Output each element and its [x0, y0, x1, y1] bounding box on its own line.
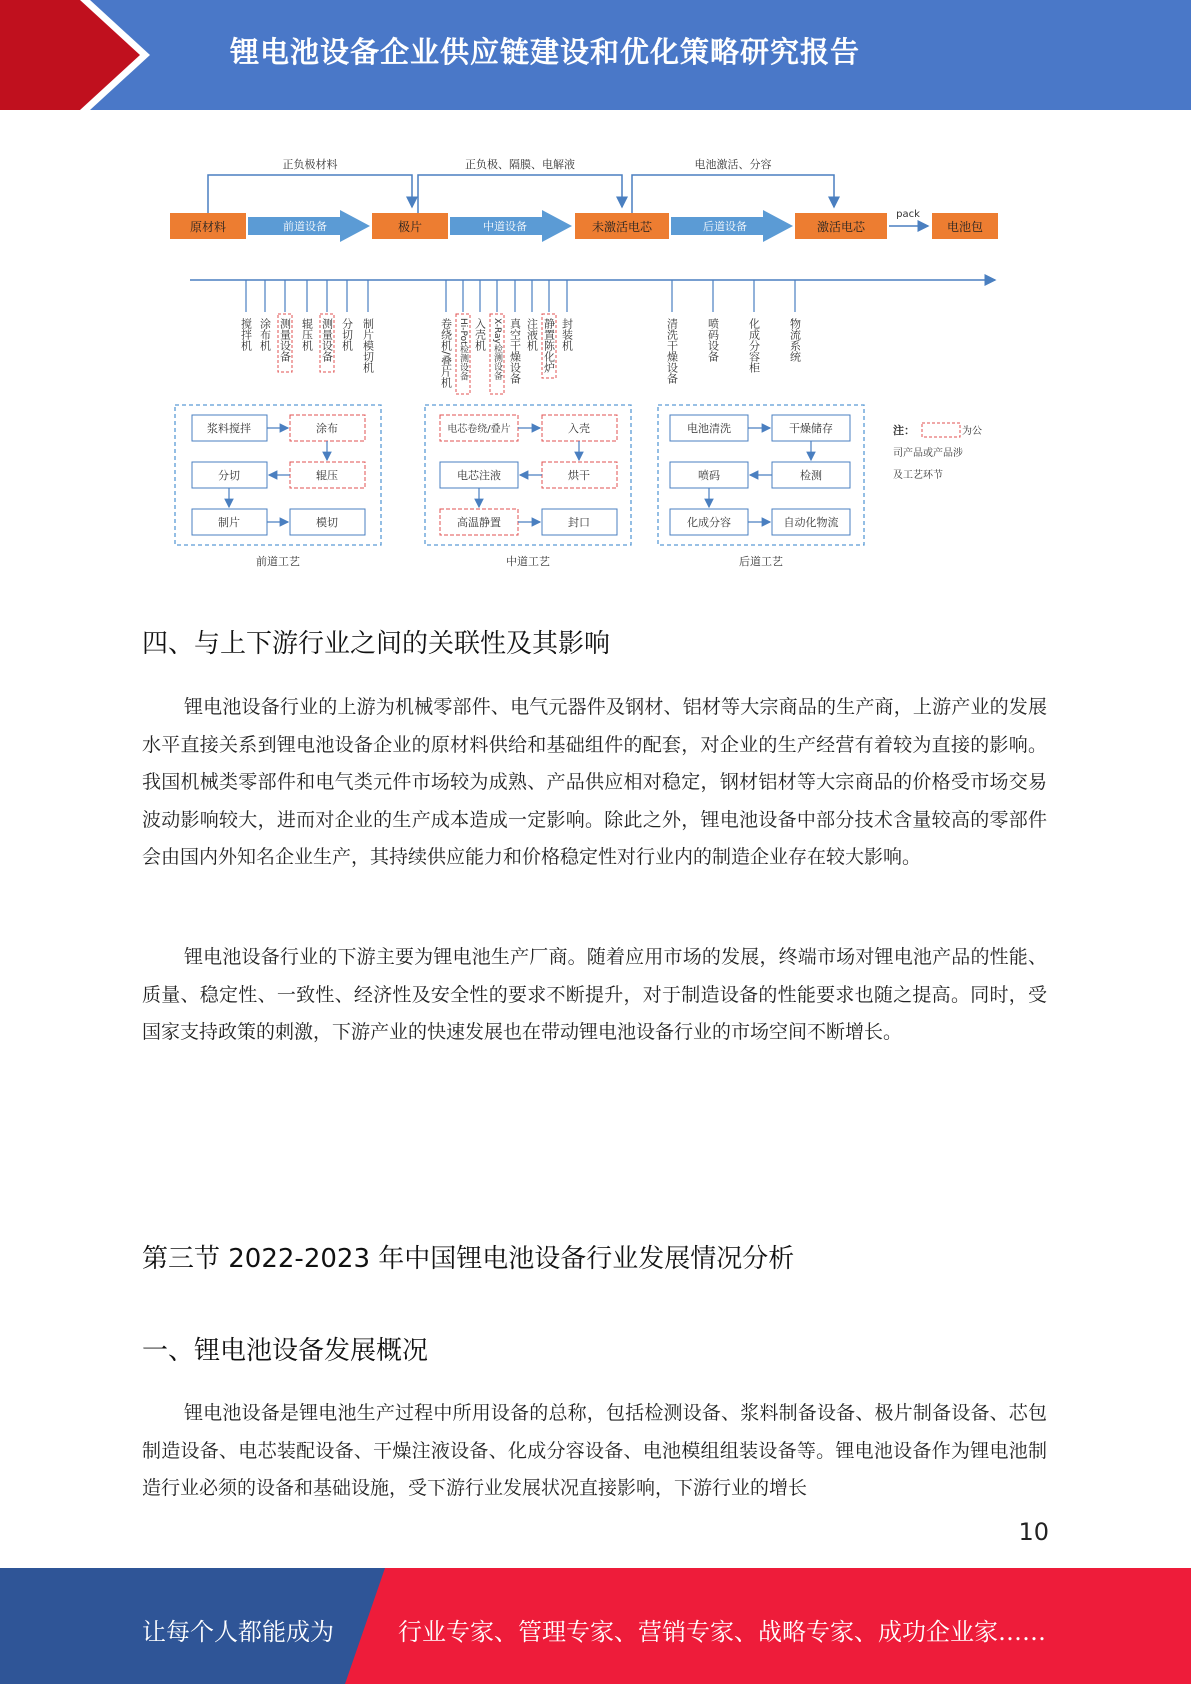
section-subheading-overview: 一、锂电池设备发展概况	[142, 1336, 429, 1366]
box-raw-material: 原材料	[189, 220, 227, 234]
front-step-4: 辊压	[316, 469, 338, 482]
equip-17: 喷码设备	[706, 318, 720, 362]
equip-13: 注液机	[525, 318, 539, 351]
box-battery-pack: 电池包	[946, 220, 984, 234]
equip-15: 封装机	[560, 318, 574, 351]
back-step-6: 自动化物流	[783, 516, 839, 529]
back-step-1: 电池清洗	[687, 422, 731, 435]
equip-14: 静置陈化炉	[542, 318, 556, 373]
mid-step-4: 烘干	[568, 469, 590, 482]
equip-2: 涂布机	[258, 318, 272, 351]
page-number: 10	[1018, 1518, 1049, 1546]
top-label-2: 正负极、隔膜、电解液	[465, 158, 575, 171]
equip-4: 辊压机	[300, 318, 314, 351]
equip-1: 搅拌机	[239, 318, 253, 351]
paragraph-overview: 锂电池设备是锂电池生产过程中所用设备的总称，包括检测设备、浆料制备设备、极片制备设备、芯包制造设备、电芯装配设备、干燥注液设备、化成分容设备、电池模组组装设备等。锂电池设备作为锂电池制造行业必须的设备和基础设施，受下游行业发展状况直接影响，下游行业的增长	[142, 1402, 1047, 1499]
page-header	[0, 0, 1191, 110]
mid-step-2: 入壳	[568, 422, 590, 435]
mid-step-6: 封口	[568, 516, 590, 529]
note-text-2: 司产品或产品涉	[893, 448, 963, 459]
top-label-3: 电池激活、分容	[694, 158, 772, 171]
equip-16: 清洗干燥设备	[665, 318, 679, 384]
front-label: 前道工艺	[256, 555, 300, 568]
front-step-6: 模切	[316, 516, 338, 529]
arrow-front: 前道设备	[283, 220, 327, 233]
equip-6: 分切机	[340, 318, 354, 351]
paragraph-upstream: 锂电池设备行业的上游为机械零部件、电气元器件及钢材、铝材等大宗商品的生产商，上游产业的发展水平直接关系到锂电池设备企业的原材料供给和基础组件的配套，对企业的生产经营有着较为直接的影响。我国机械类零部件和电气类元件市场较为成熟、产品供应相对稳定，钢材铝材等大宗商品的价格受市场交易波动影响较大，进而对企业的生产成本造成一定影响。除此之外，锂电池设备中部分技术含量较高的零部件会由国内外知名企业生产，其持续供应能力和价格稳定性对行业内的制造企业存在较大影响。	[142, 696, 1047, 868]
pack-label: pack	[896, 209, 920, 220]
section-heading-chapter: 第三节 2022-2023 年中国锂电池设备行业发展情况分析	[142, 1244, 795, 1274]
mid-step-5: 高温静置	[457, 516, 501, 529]
note-label: 注：	[893, 424, 915, 437]
front-step-5: 制片	[218, 516, 240, 529]
middle-label: 中道工艺	[506, 555, 550, 568]
equip-3: 测量设备	[278, 318, 292, 362]
equip-10: 入壳机	[473, 318, 487, 351]
box-inactive-cell: 未激活电芯	[591, 220, 653, 234]
equip-19: 物流系统	[788, 318, 802, 362]
note-text-1: 为公	[962, 426, 982, 437]
equip-9: Hi-Pot检测设备	[458, 318, 468, 381]
footer-slogan-left: 让每个人都能成为	[142, 1618, 334, 1646]
front-step-1: 浆料搅拌	[207, 422, 251, 435]
back-step-3: 喷码	[698, 469, 720, 482]
back-step-5: 化成分容	[687, 516, 731, 529]
arrow-middle: 中道设备	[483, 220, 527, 233]
equip-7: 制片模切机	[361, 318, 375, 373]
front-step-2: 涂布	[316, 422, 338, 435]
box-electrode: 极片	[397, 220, 423, 234]
equip-12: 真空干燥设备	[508, 318, 522, 384]
section-heading-upstream: 四、与上下游行业之间的关联性及其影响	[142, 629, 611, 659]
front-step-3: 分切	[218, 469, 240, 482]
equip-8: 卷绕机/叠片机	[439, 318, 453, 388]
back-step-4: 检测	[800, 469, 822, 482]
equip-11: X-Ray检测设备	[492, 318, 502, 380]
process-flow-diagram	[150, 140, 1040, 580]
arrow-back: 后道设备	[703, 220, 747, 233]
equip-18: 化成分容柜	[747, 318, 761, 373]
report-title: 锂电池设备企业供应链建设和优化策略研究报告	[230, 35, 861, 69]
footer-slogan-right: 行业专家、管理专家、营销专家、战略专家、成功企业家……	[398, 1618, 1046, 1646]
box-active-cell: 激活电芯	[816, 220, 866, 234]
back-step-2: 干燥储存	[789, 422, 833, 435]
note-text-3: 及工艺环节	[893, 470, 943, 481]
paragraph-downstream: 锂电池设备行业的下游主要为锂电池生产厂商。随着应用市场的发展，终端市场对锂电池产品的性能、质量、稳定性、一致性、经济性及安全性的要求不断提升，对于制造设备的性能要求也随之提高。同时，受国家支持政策的刺激，下游产业的快速发展也在带动锂电池设备行业的市场空间不断增长。	[142, 946, 1047, 1043]
back-label: 后道工艺	[739, 555, 783, 568]
top-label-1: 正负极材料	[282, 158, 338, 171]
mid-step-3: 电芯注液	[457, 469, 501, 482]
mid-step-1: 电芯卷绕/叠片	[447, 424, 511, 435]
equip-5: 测量设备	[320, 318, 334, 362]
